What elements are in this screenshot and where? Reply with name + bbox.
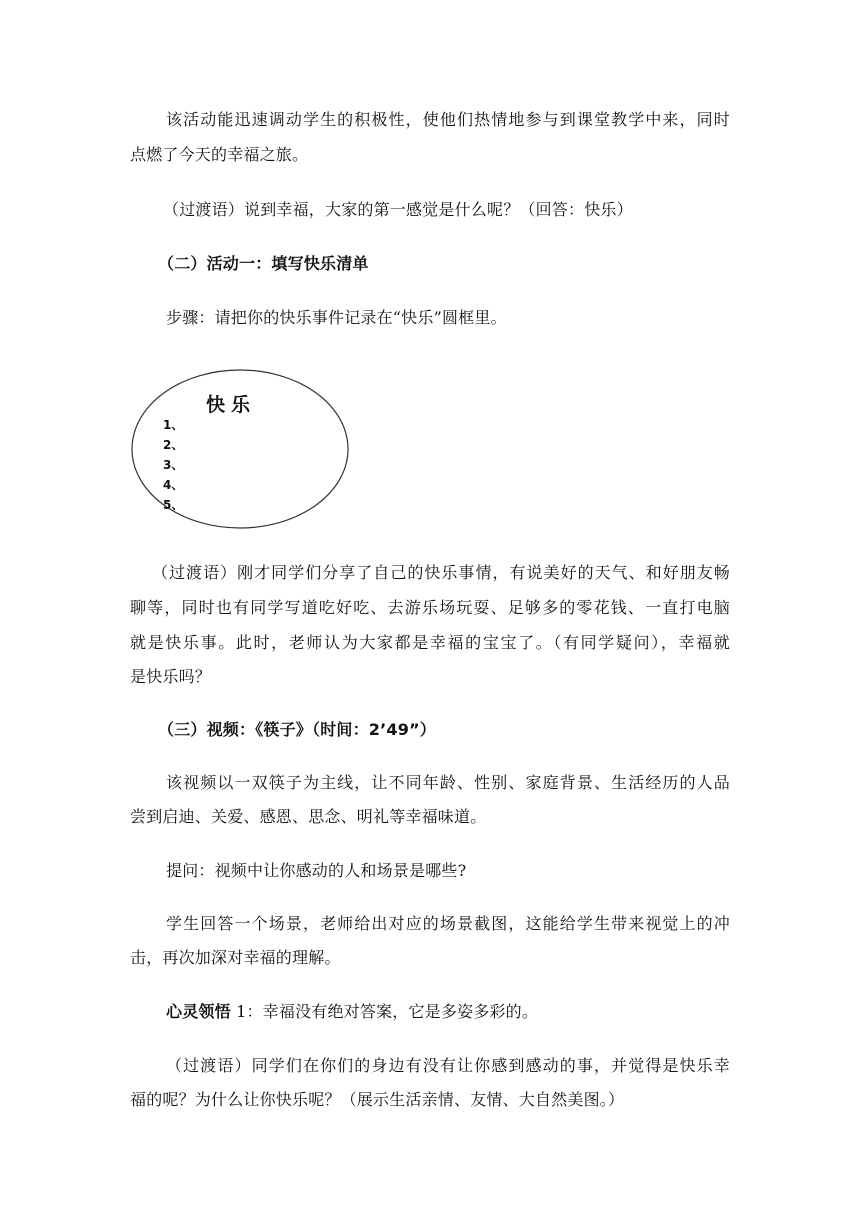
paragraph-insight (166, 1002, 766, 1022)
happy-item-2: 2、 (163, 438, 184, 452)
paragraph-transition-3-line2: 福的呢？为什么让你快乐呢？（展示生活亲情、友情、大自然美图。） (130, 1090, 625, 1109)
paragraph-transition-2-line4: 是快乐吗？ (130, 667, 212, 686)
paragraph-transition-2-line2: 聊等，同时也有同学写道吃好吃、去游乐场玩耍、足够多的零花钱、一直打电脑 (130, 598, 730, 617)
paragraph-video-desc-line2: 尝到启迪、关爱、感恩、思念、明礼等幸福味道。 (130, 807, 487, 826)
happy-item-5: 5、 (163, 498, 184, 512)
paragraph-transition-2-line3: 就是快乐事。此时，老师认为大家都是幸福的宝宝了。（有同学疑问），幸福就 (130, 633, 730, 652)
paragraph-answer-line2: 击，再次加深对幸福的理解。 (130, 948, 341, 967)
paragraph-answer-line1: 学生回答一个场景，老师给出对应的场景截图，这能给学生带来视觉上的冲 (166, 914, 730, 933)
paragraph-activity-effect-line1: 该活动能迅速调动学生的积极性，使他们热情地参与到课堂教学中来，同时 (166, 110, 730, 129)
insight-text: 1：幸福没有绝对答案，它是多姿多彩的。 (230, 1002, 539, 1021)
happy-item-4: 4、 (163, 478, 184, 492)
paragraph-steps: 步骤：请把你的快乐事件记录在“快乐”圆框里。 (166, 308, 507, 327)
paragraph-transition-3-line1: （过渡语）同学们在你们的身边有没有让你感到感动的事，并觉得是快乐幸 (166, 1056, 730, 1075)
happy-box-title: 快乐 (206, 394, 257, 416)
paragraph-transition-2-line1: （过渡语）刚才同学们分享了自己的快乐事情，有说美好的天气、和好朋友畅 (152, 563, 730, 582)
paragraph-video-desc-line1: 该视频以一双筷子为主线，让不同年龄、性别、家庭背景、生活经历的人品 (166, 773, 730, 792)
insight-label: 心灵领悟 (166, 1002, 231, 1021)
paragraph-transition-1: （过渡语）说到幸福，大家的第一感觉是什么呢？（回答：快乐） (163, 200, 633, 219)
heading-video: （三）视频：《筷子》（时间：2’49”） (158, 720, 436, 739)
paragraph-activity-effect-line2: 点燃了今天的幸福之旅。 (130, 145, 309, 164)
happy-item-1: 1、 (163, 418, 184, 432)
happy-list-circle (130, 368, 350, 530)
paragraph-question: 提问：视频中让你感动的人和场景是哪些? (166, 861, 467, 880)
happy-item-3: 3、 (163, 458, 184, 472)
heading-activity-one: （二）活动一：填写快乐清单 (158, 254, 369, 273)
